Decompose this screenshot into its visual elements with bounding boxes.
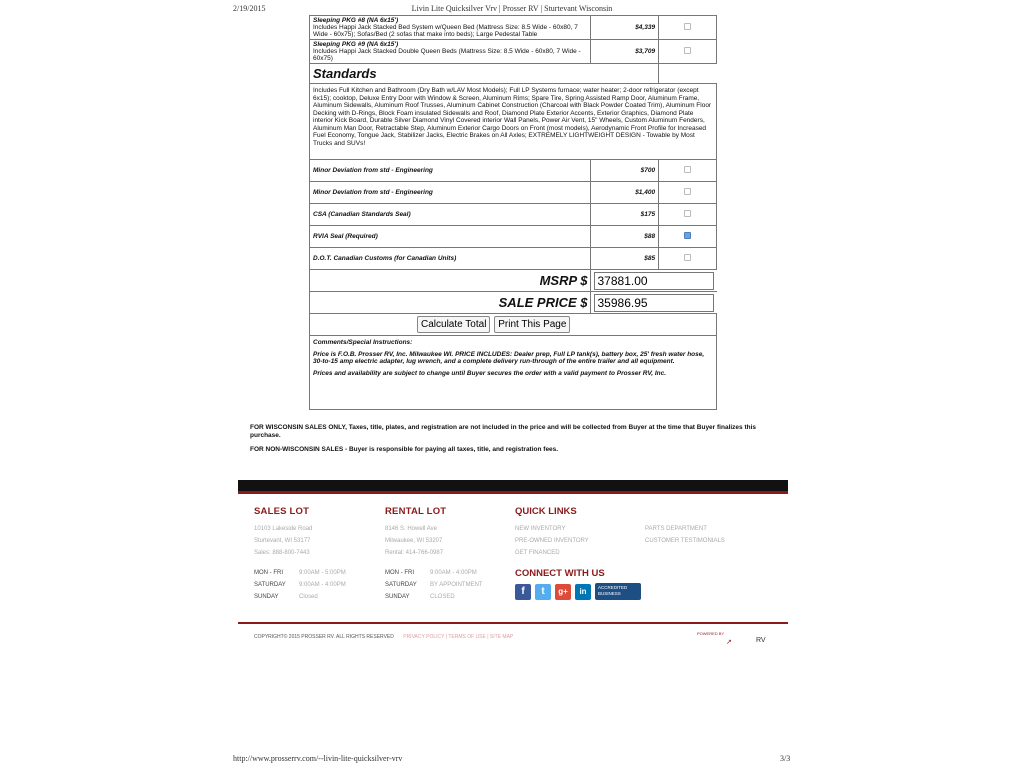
site-footer [238, 494, 788, 624]
hours-day: SATURDAY [385, 582, 417, 588]
print-page-button[interactable]: Print This Page [494, 316, 570, 333]
msrp-label: MSRP $ [310, 270, 591, 292]
options-table [309, 15, 717, 410]
powered-by-label: POWERED BY [697, 631, 725, 636]
rental-address-1: 8146 S. Howell Ave [385, 526, 437, 532]
extra-price: $175 [590, 204, 659, 226]
bbb-text: ACCREDITED BUSINESS [598, 585, 628, 596]
comments-heading: Comments/Special Instructions: [313, 339, 413, 346]
rental-phone[interactable]: Rental: 414-766-0987 [385, 550, 444, 556]
non-wisconsin-notice: FOR NON-WISCONSIN SALES - Buyer is responsible for paying all taxes, title, and registration fees. [250, 446, 559, 453]
extra-row [310, 182, 717, 204]
sales-hours [254, 567, 346, 603]
hours-day: MON - FRI [385, 570, 414, 576]
connect-heading: CONNECT WITH US [515, 568, 605, 579]
sales-address-1: 10103 Lakeside Road [254, 526, 313, 532]
hours-time: BY APPOINTMENT [430, 582, 483, 588]
connect-with-us [515, 568, 641, 600]
sales-lot [254, 506, 346, 603]
extra-name: CSA (Canadian Standards Seal) [310, 204, 591, 226]
quick-link-testimonials[interactable]: CUSTOMER TESTIMONIALS [645, 538, 725, 544]
quick-links [515, 506, 745, 559]
print-page-number: 3/3 [780, 754, 791, 763]
option-description [310, 40, 591, 64]
rental-hours [385, 567, 483, 603]
copyright-text: COPYRIGHT© 2015 PROSSER RV. ALL RIGHTS RESERVED [254, 634, 394, 640]
wisconsin-notice: FOR WISCONSIN SALES ONLY, Taxes, title, plates, and registration are not included in the price and will be collected from Buyer at the time that Buyer finalizes this purchase. [250, 424, 757, 439]
extra-row [310, 226, 717, 248]
option-row [310, 16, 717, 40]
extra-row [310, 160, 717, 182]
option-checkbox[interactable] [684, 47, 691, 54]
sales-lot-heading: SALES LOT [254, 506, 310, 517]
extra-checkbox[interactable] [684, 166, 691, 173]
quick-link-parts[interactable]: PARTS DEPARTMENT [645, 526, 707, 532]
comments-box [310, 336, 717, 410]
option-details: Includes Happi Jack Stacked Bed System w/Queen Bed (Mattress Size: 8.5 Wide - 60x80, 7 Wide - 60x75); Sofas/Bed (2 sofas that make into beds); Large Pedestal Table [313, 24, 578, 38]
hours-day: MON - FRI [254, 570, 283, 576]
legal-links[interactable]: PRIVACY POLICY | TERMS OF USE | SITE MAP [403, 634, 514, 640]
copyright-line [254, 634, 513, 640]
rv-mark: RV [756, 637, 766, 644]
hours-time: CLOSED [430, 594, 455, 600]
sales-phone[interactable]: Sales: 888-800-7443 [254, 550, 310, 556]
twitter-icon[interactable]: t [535, 584, 551, 600]
msrp-field[interactable] [594, 272, 714, 290]
hours-time: 9:00AM - 4:00PM [299, 582, 346, 588]
option-checkbox[interactable] [684, 23, 691, 30]
extra-price: $88 [590, 226, 659, 248]
extra-price: $85 [590, 248, 659, 270]
hours-day: SUNDAY [385, 594, 410, 600]
extra-checkbox-checked[interactable] [684, 232, 691, 239]
extra-price: $700 [590, 160, 659, 182]
option-description [310, 16, 591, 40]
linkedin-icon[interactable]: in [575, 584, 591, 600]
extra-checkbox[interactable] [684, 188, 691, 195]
sales-address-2: Sturtevant, WI 53177 [254, 538, 311, 544]
print-date: 2/19/2015 [233, 4, 266, 13]
comments-availability-text: Prices and availability are subject to change until Buyer secures the order with a valid payment to Prosser RV, Inc. [313, 369, 667, 377]
print-title: Livin Lite Quicksilver Vrv | Prosser RV | Sturtevant Wisconsin [411, 4, 613, 13]
standards-text: Includes Full Kitchen and Bathroom (Dry Bath w/LAV Most Models); Full LP Systems furnace; water heater; 2-door refrigerator (except 6x15); cooktop, Deluxe Entry Door with Window & Screen, Aluminum Rims; Spare Tire, Spring Assisted Ramp Door, Aluminum Frame, Aluminum Sidewalls, Aluminum Roof Trusses, Aluminum Cabinet Construction (Charcoal with Black Powder Coated Trim), Aluminum Floor Decking with D-Rings, Block Foam insulated Sidewalls and Roof, Diamond Plate Exterior Accents, Exterior Graphics, Diamond Plate interior Kick Board, Durable Silver Diamond Vinyl Covered interior Wall Panels, Power Air Vent, 15" Wheels, Custom Aluminum Fenders, Aluminum Man Door, Retractable Step, Aluminum Exterior Cargo Doors on Front (most models), Aerodynamic Front Profile for Increased Fuel Economy, Tongue Jack, Stabilizer Jacks, Electric Brakes on All Axles; EXTREMELY LIGHTWEIGHT DESIGN - Towable by Most Trucks and SUVs! [310, 84, 717, 160]
hours-day: SATURDAY [254, 582, 286, 588]
extra-name: Minor Deviation from std - Engineering [310, 182, 591, 204]
calculate-total-button[interactable]: Calculate Total [417, 316, 490, 333]
sale-price-label: SALE PRICE $ [310, 292, 591, 314]
rental-lot-heading: RENTAL LOT [385, 506, 447, 517]
option-price: $4,339 [590, 16, 659, 40]
option-row [310, 40, 717, 64]
hours-time: 9:00AM - 4:00PM [430, 570, 477, 576]
rental-lot [385, 506, 483, 603]
option-details: Includes Happi Jack Stacked Double Queen Beds (Mattress Size: 8.5 Wide - 60x80, 7 Wide - 60x75) [313, 48, 581, 62]
print-url: http://www.prosserrv.com/--livin-lite-quicksilver-vrv [233, 754, 403, 763]
hours-time: Closed [299, 594, 318, 600]
extra-name: D.O.T. Canadian Customs (for Canadian Units) [310, 248, 591, 270]
sale-price-field[interactable] [594, 294, 714, 312]
extra-row [310, 204, 717, 226]
standards-heading: Standards [310, 64, 659, 84]
quick-link-new-inventory[interactable]: NEW INVENTORY [515, 526, 566, 532]
bbb-accredited-icon[interactable] [595, 583, 641, 600]
extra-name: Minor Deviation from std - Engineering [310, 160, 591, 182]
quick-link-financing[interactable]: GET FINANCED [515, 550, 560, 556]
hours-day: SUNDAY [254, 594, 279, 600]
hours-time: 9:00AM - 5:00PM [299, 570, 346, 576]
facebook-icon[interactable]: f [515, 584, 531, 600]
extra-checkbox[interactable] [684, 254, 691, 261]
quick-link-pre-owned[interactable]: PRE-OWNED INVENTORY [515, 538, 589, 544]
extra-name: RVIA Seal (Required) [310, 226, 591, 248]
quick-links-heading: QUICK LINKS [515, 506, 577, 517]
footer-rule [238, 622, 788, 624]
option-name: Sleeping PKG #9 (NA 6x15') [313, 41, 399, 48]
option-name: Sleeping PKG #8 (NA 6x15') [313, 17, 399, 24]
powered-by-logo-icon[interactable]: ↗ [726, 639, 732, 646]
footer-top-bar [238, 480, 788, 491]
google-plus-icon[interactable]: g+ [555, 584, 571, 600]
option-price: $3,709 [590, 40, 659, 64]
extra-row [310, 248, 717, 270]
extra-checkbox[interactable] [684, 210, 691, 217]
extra-price: $1,400 [590, 182, 659, 204]
rental-address-2: Milwaukee, WI 53207 [385, 538, 443, 544]
comments-price-text: Price is F.O.B. Prosser RV, Inc. Milwaukee WI. PRICE INCLUDES: Dealer prep, Full LP tank(s), battery box, 25' fresh water hose, 30-to-15 amp electric adapter, lug wrench, and a complete delivery run-through of the entire trailer and all equipment. [313, 350, 705, 365]
